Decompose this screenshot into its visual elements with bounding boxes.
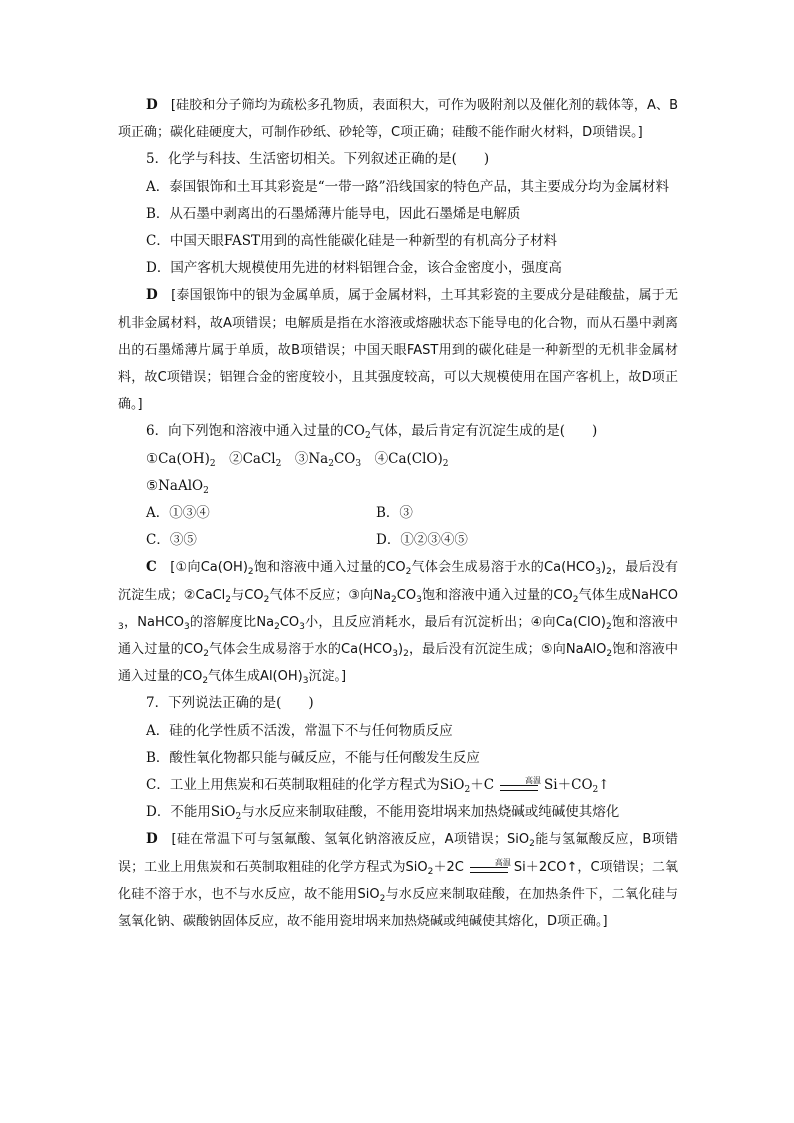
- question-7-stem: 7．下列说法正确的是( ): [146, 695, 314, 712]
- answer-letter: D: [146, 97, 158, 113]
- reaction-arrow: 高温: [467, 858, 511, 873]
- question-6-choices: $①Ca(OH)_2$ ②CaCl$_2$ $③Na_2CO_3$ $④Ca(ClO)_2$: [146, 450, 449, 469]
- question-5-option-b: B．从石墨中剥离出的石墨烯薄片能导电，因此石墨烯是电解质: [146, 205, 521, 222]
- question-6-option-a: A．①③④: [146, 505, 210, 522]
- reaction-arrow: 高温: [497, 776, 541, 791]
- question-5-option-c: C．中国天眼FAST用到的高性能碳化硅是一种新型的有机高分子材料: [146, 233, 558, 250]
- explanation-4: [118, 92, 678, 146]
- explanation-5: [118, 282, 678, 418]
- answer-letter: C: [146, 559, 157, 576]
- question-6-choice-5: ⑤NaAlO$_2$: [146, 477, 209, 496]
- question-5-option-a: A．泰国银饰和土耳其彩瓷是“一带一路”沿线国家的特色产品，其主要成分均为金属材料: [146, 178, 670, 195]
- question-6-option-c: C．③⑤: [146, 532, 197, 549]
- question-6-option-d: D．①②③④⑤: [376, 532, 468, 549]
- question-5-stem: 5．化学与科技、生活密切相关。下列叙述正确的是( ): [146, 151, 490, 168]
- question-6-option-b: B．③: [376, 505, 413, 522]
- question-7-option-d: D．不能用SiO$_2$与水反应来制取硅酸，不能用瓷坩埚来加热烧碱或纯碱使其熔化: [146, 804, 620, 823]
- explanation-text: [硅胶和分子筛均为疏松多孔物质，表面积大，可作为吸附剂以及催化剂的载体等，A、B项正确；碳化硅硬度大，可制作砂纸、砂轮等，C项正确；硅酸不能作耐火材料，D项错误。]: [118, 98, 678, 141]
- explanation-7: D [硅在常温下可与氢氟酸、氢氧化钠溶液反应，A项错误；SiO$_2$能与氢氟酸反应，B项错误；工业上用焦炭和石英制取粗硅的化学方程式为SiO$_2$＋2C 高温 Si＋2CO↑，C项错误；二氧化硅不溶于水，也不与水反应，故不能用SiO$_2$与水反应来制取硅酸，在加热条件下，二氧化硅与氢氧化钠、碳酸钠固体反应，故不能用瓷坩埚来加热烧碱或纯碱使其熔化，D项正确。]: [118, 831, 679, 930]
- answer-letter: D: [146, 287, 158, 304]
- question-6-stem: 6．向下列饱和溶液中通入过量的$CO_2$气体，最后肯定有沉淀生成的是( ): [146, 423, 598, 442]
- answer-letter: D: [146, 831, 158, 848]
- question-7-option-a: A．硅的化学性质不活泼，常温下不与任何物质反应: [146, 722, 453, 739]
- question-7-option-c: C．工业上用焦炭和石英制取粗硅的化学方程式为SiO$_2$＋C 高温 $Si+CO_2↑$: [146, 776, 610, 796]
- document-page: [118, 92, 678, 935]
- question-5-option-d: D．国产客机大规模使用先进的材料铝锂合金，该合金密度小，强度高: [146, 260, 562, 277]
- question-6-options-row-2: [118, 527, 678, 554]
- question-6-options-row-1: [118, 500, 678, 527]
- question-7-option-b: B．酸性氧化物都只能与碱反应，不能与任何酸发生反应: [146, 749, 480, 766]
- explanation-text: [泰国银饰中的银为金属单质，属于金属材料，土耳其彩瓷的主要成分是硅酸盐，属于无机非金属材料，故A项错误；电解质是指在水溶液或熔融状态下能导电的化合物，而从石墨中剥离出的石墨烯薄片属于单质，故B项错误；中国天眼FAST用到的碳化硅是一种新型的无机非金属材料，故C项错误；铝锂合金的密度较小，且其强度较高，可以大规模使用在国产客机上，故D项正确。]: [118, 288, 678, 413]
- explanation-6: C [①向$Ca(OH)_2$饱和溶液中通入过量的$CO_2$气体会生成易溶于水的$Ca(HCO_3)_2$，最后没有沉淀生成；②CaCl$_2$与$CO_2$气体不反应；③向$Na_2CO_3$饱和溶液中通入过量的$CO_2$气体生成NaHCO$_3$，NaHCO$_3$的溶解度比$Na_2CO_3$小，且反应消耗水，最后有沉淀析出；④向$Ca(ClO)_2$饱和溶液中通入过量的$CO_2$气体会生成易溶于水的$Ca(HCO_3)_2$，最后没有沉淀生成；⑤向NaAlO$_2$饱和溶液中通入过量的$CO_2$气体生成$Al(OH)_3$沉淀。]: [118, 559, 679, 687]
